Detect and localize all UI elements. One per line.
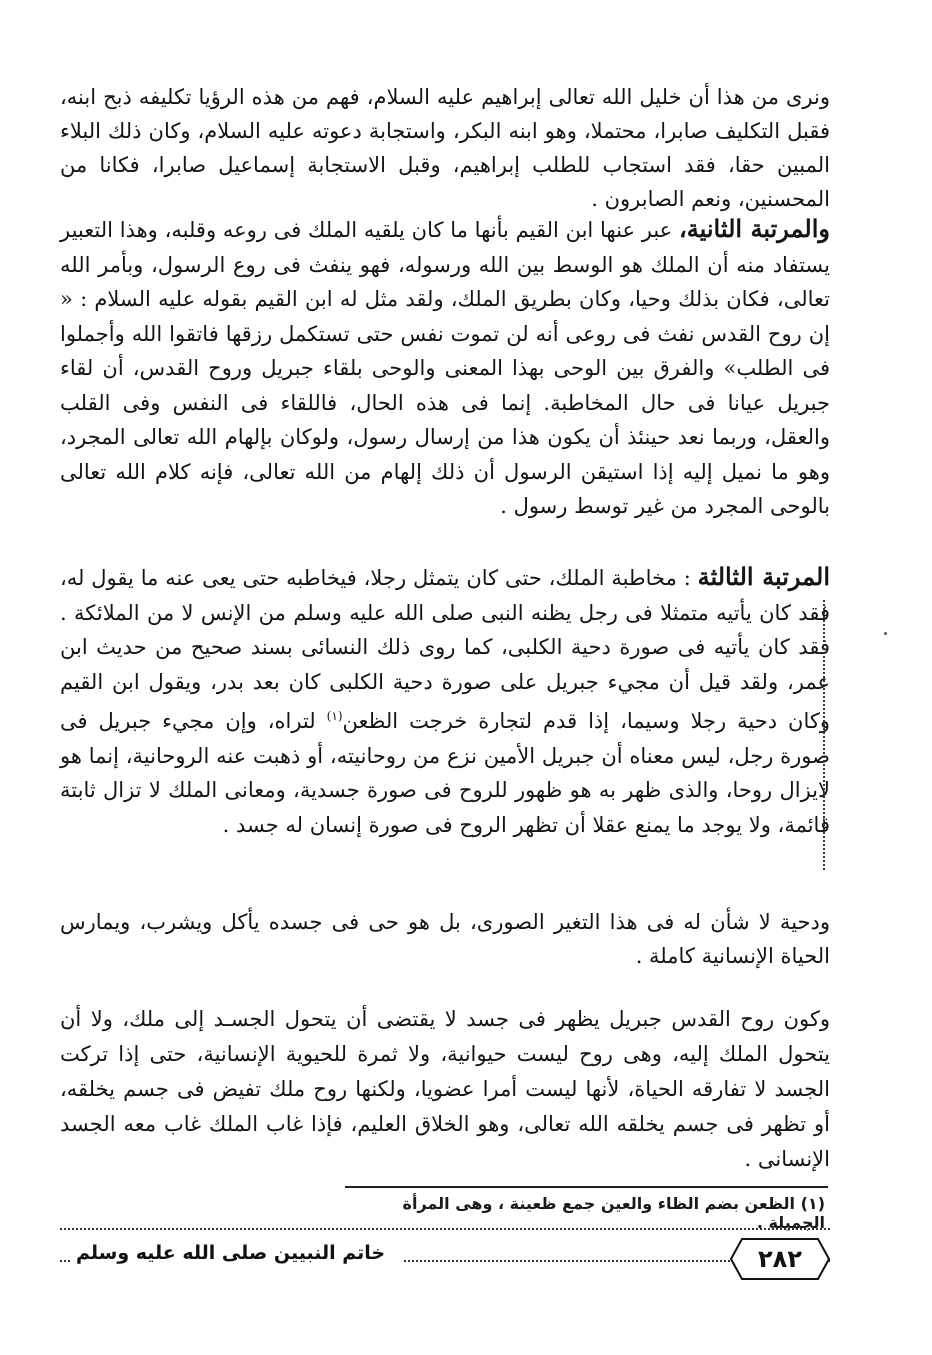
running-footer-title: خاتم النبيين صلى الله عليه وسلم [70, 1242, 402, 1264]
paragraph-5 [60, 1002, 830, 1177]
footnote-separator [345, 1186, 828, 1188]
footnote-text: (١) الظعن بضم الظاء والعين جمع ظعينة ، وهى المرأة الجميلة . [402, 1194, 825, 1232]
second-rank-heading: والمرتبة الثانية، [678, 214, 830, 243]
page-number: ٢٨٢ [758, 1245, 802, 1273]
footnote-reference: (١) [326, 709, 343, 723]
paragraph-3-text-a: : مخاطبة الملك، حتى كان يتمثل رجلا، فيخاطبه حتى يعى عنه ما يقول له، فقد كان يأتيه متمثلا فى رجل يظنه النبى صلى الله عليه وسلم من الإنس لا من الملائكة . فقد كان يأتيه فى صورة دحية الكلبى، كما روى ذلك النسائى بسند صحيح من حديث ابن عمر، ولقد قيل أن مجيء جبريل على صورة دحية الكلبى كان بعد بدر، ويقول ابن القيم وكان دحية رجلا وسيما، إذا قدم لتجارة خرجت الظعن [60, 566, 831, 733]
paragraph-4-text: ودحية لا شأن له فى هذا التغير الصورى، بل هو حى فى جسده يأكل ويشرب، ويمارس الحياة الإنسانية كاملة . [60, 910, 830, 968]
paragraph-2-text: عبر عنها ابن القيم بأنها ما كان يلقيه الملك فى روعه وقلبه، وهذا التعبير يستفاد منه أن الملك هو الوسط بين الله ورسوله، فهو ينفث فى روع الرسول، وبأمر الله تعالى، فكان بذلك وحيا، وكان بطريق الملك، ولقد مثل له ابن القيم بقوله عليه السلام : « إن روح القدس نفث فى روعى أنه لن تموت نفس حتى تستكمل رزقها فاتقوا الله وأجملوا فى الطلب» والفرق بين الوحى بهذا المعنى والوحى بلقاء جبريل وروح القدس، أن لقاء جبريل عيانا فى حال المخاطبة. إنما فى هذه الحال، فاللقاء فى النفس وفى القلب والعقل، وربما نعد حينئذ أن يكون هذا من إرسال رسول، ولوكان بإلهام الله تعالى المجرد، وهو ما نميل إليه إذا استيقن الرسول أن ذلك إلهام من الله تعالى، فإنه كلام الله تعالى بالوحى المجرد من غير توسط رسول . [60, 218, 830, 518]
paragraph-2 [60, 212, 830, 524]
page-number-badge [728, 1236, 832, 1282]
paragraph-1 [60, 80, 830, 216]
paragraph-3 [60, 560, 830, 842]
footer-dotted-rule [60, 1228, 830, 1230]
third-rank-heading: المرتبة الثالثة [697, 562, 830, 591]
margin-dot-mark [884, 632, 887, 635]
page-footer [60, 1236, 830, 1284]
margin-dotted-rule [823, 600, 828, 870]
paragraph-3-text-b: لتراه، وإن مجيء جبريل فى صورة رجل، ليس معناه أن جبريل الأمين نزع من روحانيته، أو ذهبت عنه الروحانية، إنما هو لايزال روحا، والذى ظهر به هو ظهور للروح فى صورة جسدية، ومعانى الملك لا تزال ثابتة قائمة، ولا يوجد ما يمنع عقلا أن تظهر الروح فى صورة إنسان له جسد . [60, 709, 830, 837]
paragraph-5-text: وكون روح القدس جبريل يظهر فى جسد لا يقتضى أن يتحول الجسـد إلى ملك، ولا أن يتحول الملك إليه، وهى روح ليست حيوانية، ولا ثمرة للحيوية الإنسانية، حتى إذا تركت الجسد لا تفارقه الحياة، لأنها ليست أمرا عضويا، ولكنها روح ملك تفيض فى جسم يخلقه، أو تظهر فى جسم يخلقه الله تعالى، وهو الخلاق العليم، فإذا غاب الملك غاب معه الجسد الإنسانى . [60, 1007, 830, 1171]
paragraph-4 [60, 905, 830, 973]
paragraph-1-text: ونرى من هذا أن خليل الله تعالى إبراهيم عليه السلام، فهم من هذه الرؤيا تكليفه ذبح ابنه، فقبل التكليف صابرا، محتملا، وهو ابنه البكر، واستجابة دعوته عليه السلام، وكان ذلك البلاء المبين حقا، فقد استجاب للطلب إبراهيم، وقبل الاستجابة إسماعيل صابرا، فكانا من المحسنين، ونعم الصابرون . [60, 85, 830, 211]
